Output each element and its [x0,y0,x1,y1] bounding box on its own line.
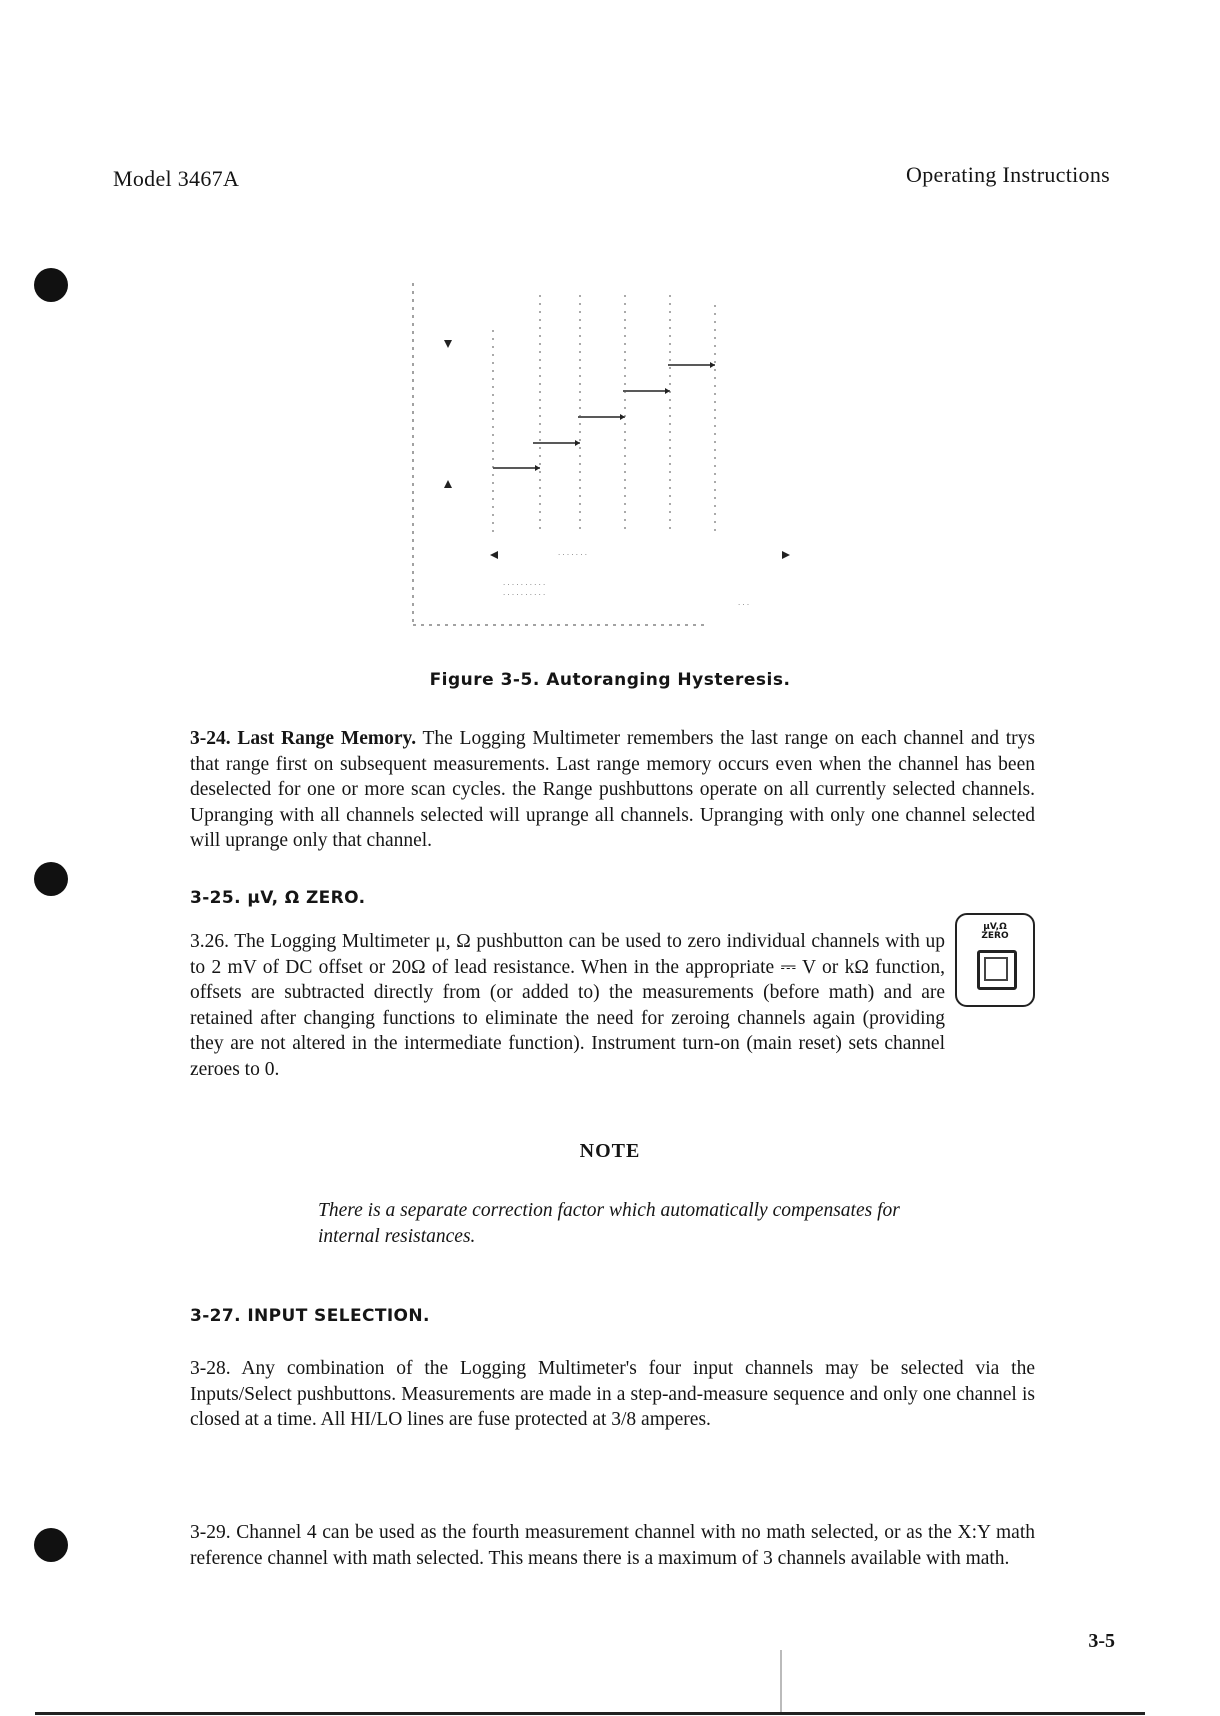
uv-ohm-zero-button-illustration [955,913,1035,1007]
paragraph-3-28: 3-28. Any combination of the Logging Multimeter's four input channels may be selected via the Inputs/Select pushbuttons. Measurements are made in a step-and-measure sequence and only one channel is closed at a time. All HI/LO lines are fuse protected at 3/8 amperes. [190,1358,1035,1430]
note-title: NOTE [579,1140,641,1162]
zero-button-label-bottom: ZERO [981,931,1009,941]
paragraph-3-26: 3.26. The Logging Multimeter μ, Ω pushbutton can be used to zero individual channels with up to 2 mV of DC offset or 20Ω of lead resistance. When in the appropriate ⎓ V or kΩ function, offsets are subtracted directly from (or added to) the measurements (before math) and are retained after changing functions to eliminate the need for zeroing channels again (providing they are not altered in the intermediate function). Instrument turn-on (main reset) sets channel zeroes to 0. [190,931,945,1080]
paragraph-3-24 [190,726,1035,854]
autoranging-hysteresis-figure [408,275,808,635]
paragraph-3-24-title: Last Range Memory. [237,728,417,749]
page-number: 3-5 [1088,1630,1115,1652]
svg-text:· · · · · · · · · ·: · · · · · · · · · · [503,591,546,599]
paragraph-3-29: 3-29. Channel 4 can be used as the fourth measurement channel with no math selected, or as the X:Y math reference channel with math selected. This means there is a maximum of 3 channels available with math. [190,1522,1035,1569]
scan-artifact-line [780,1650,782,1712]
zero-button-label [957,923,1033,941]
axis-arrow-right-icon [782,551,790,559]
hysteresis-steps [493,365,715,468]
note-body: There is a separate correction factor which automatically compensates for internal resistances. [318,1200,900,1247]
paragraph-3-24-body: The Logging Multimeter remembers the last range on each channel and trys that range first on subsequent measurements. Last range memory occurs even when the channel has been deselected for one or more scan cycles. the Range pushbuttons operate on all currently selected channels. Upranging with all channels selected will uprange all channels. Upranging with only one channel selected will uprange only that channel. [190,728,1035,851]
axis-arrow-down-icon [444,480,452,488]
svg-text:· · · · · · · · · ·: · · · · · · · · · · [503,581,546,589]
axis-arrow-up-icon [444,340,452,348]
pushbutton-icon [977,950,1017,990]
binder-hole-icon [34,862,68,896]
header-model: Model 3467A [113,166,240,191]
svg-text:· · · · · · ·: · · · · · · · [558,551,587,559]
heading-3-27: 3-27. INPUT SELECTION. [190,1306,430,1326]
paragraph-3-24-number: 3-24. [190,728,231,749]
header-section: Operating Instructions [906,162,1110,187]
footer-rule [35,1712,1145,1715]
heading-3-25: 3-25. μV, Ω ZERO. [190,888,366,908]
svg-text:· · ·: · · · [738,601,750,609]
zero-button-label-top: μV,Ω [983,922,1007,932]
binder-hole-icon [34,268,68,302]
binder-hole-icon [34,1528,68,1562]
figure-caption: Figure 3-5. Autoranging Hysteresis. [429,670,791,690]
axis-arrow-left-icon [490,551,498,559]
